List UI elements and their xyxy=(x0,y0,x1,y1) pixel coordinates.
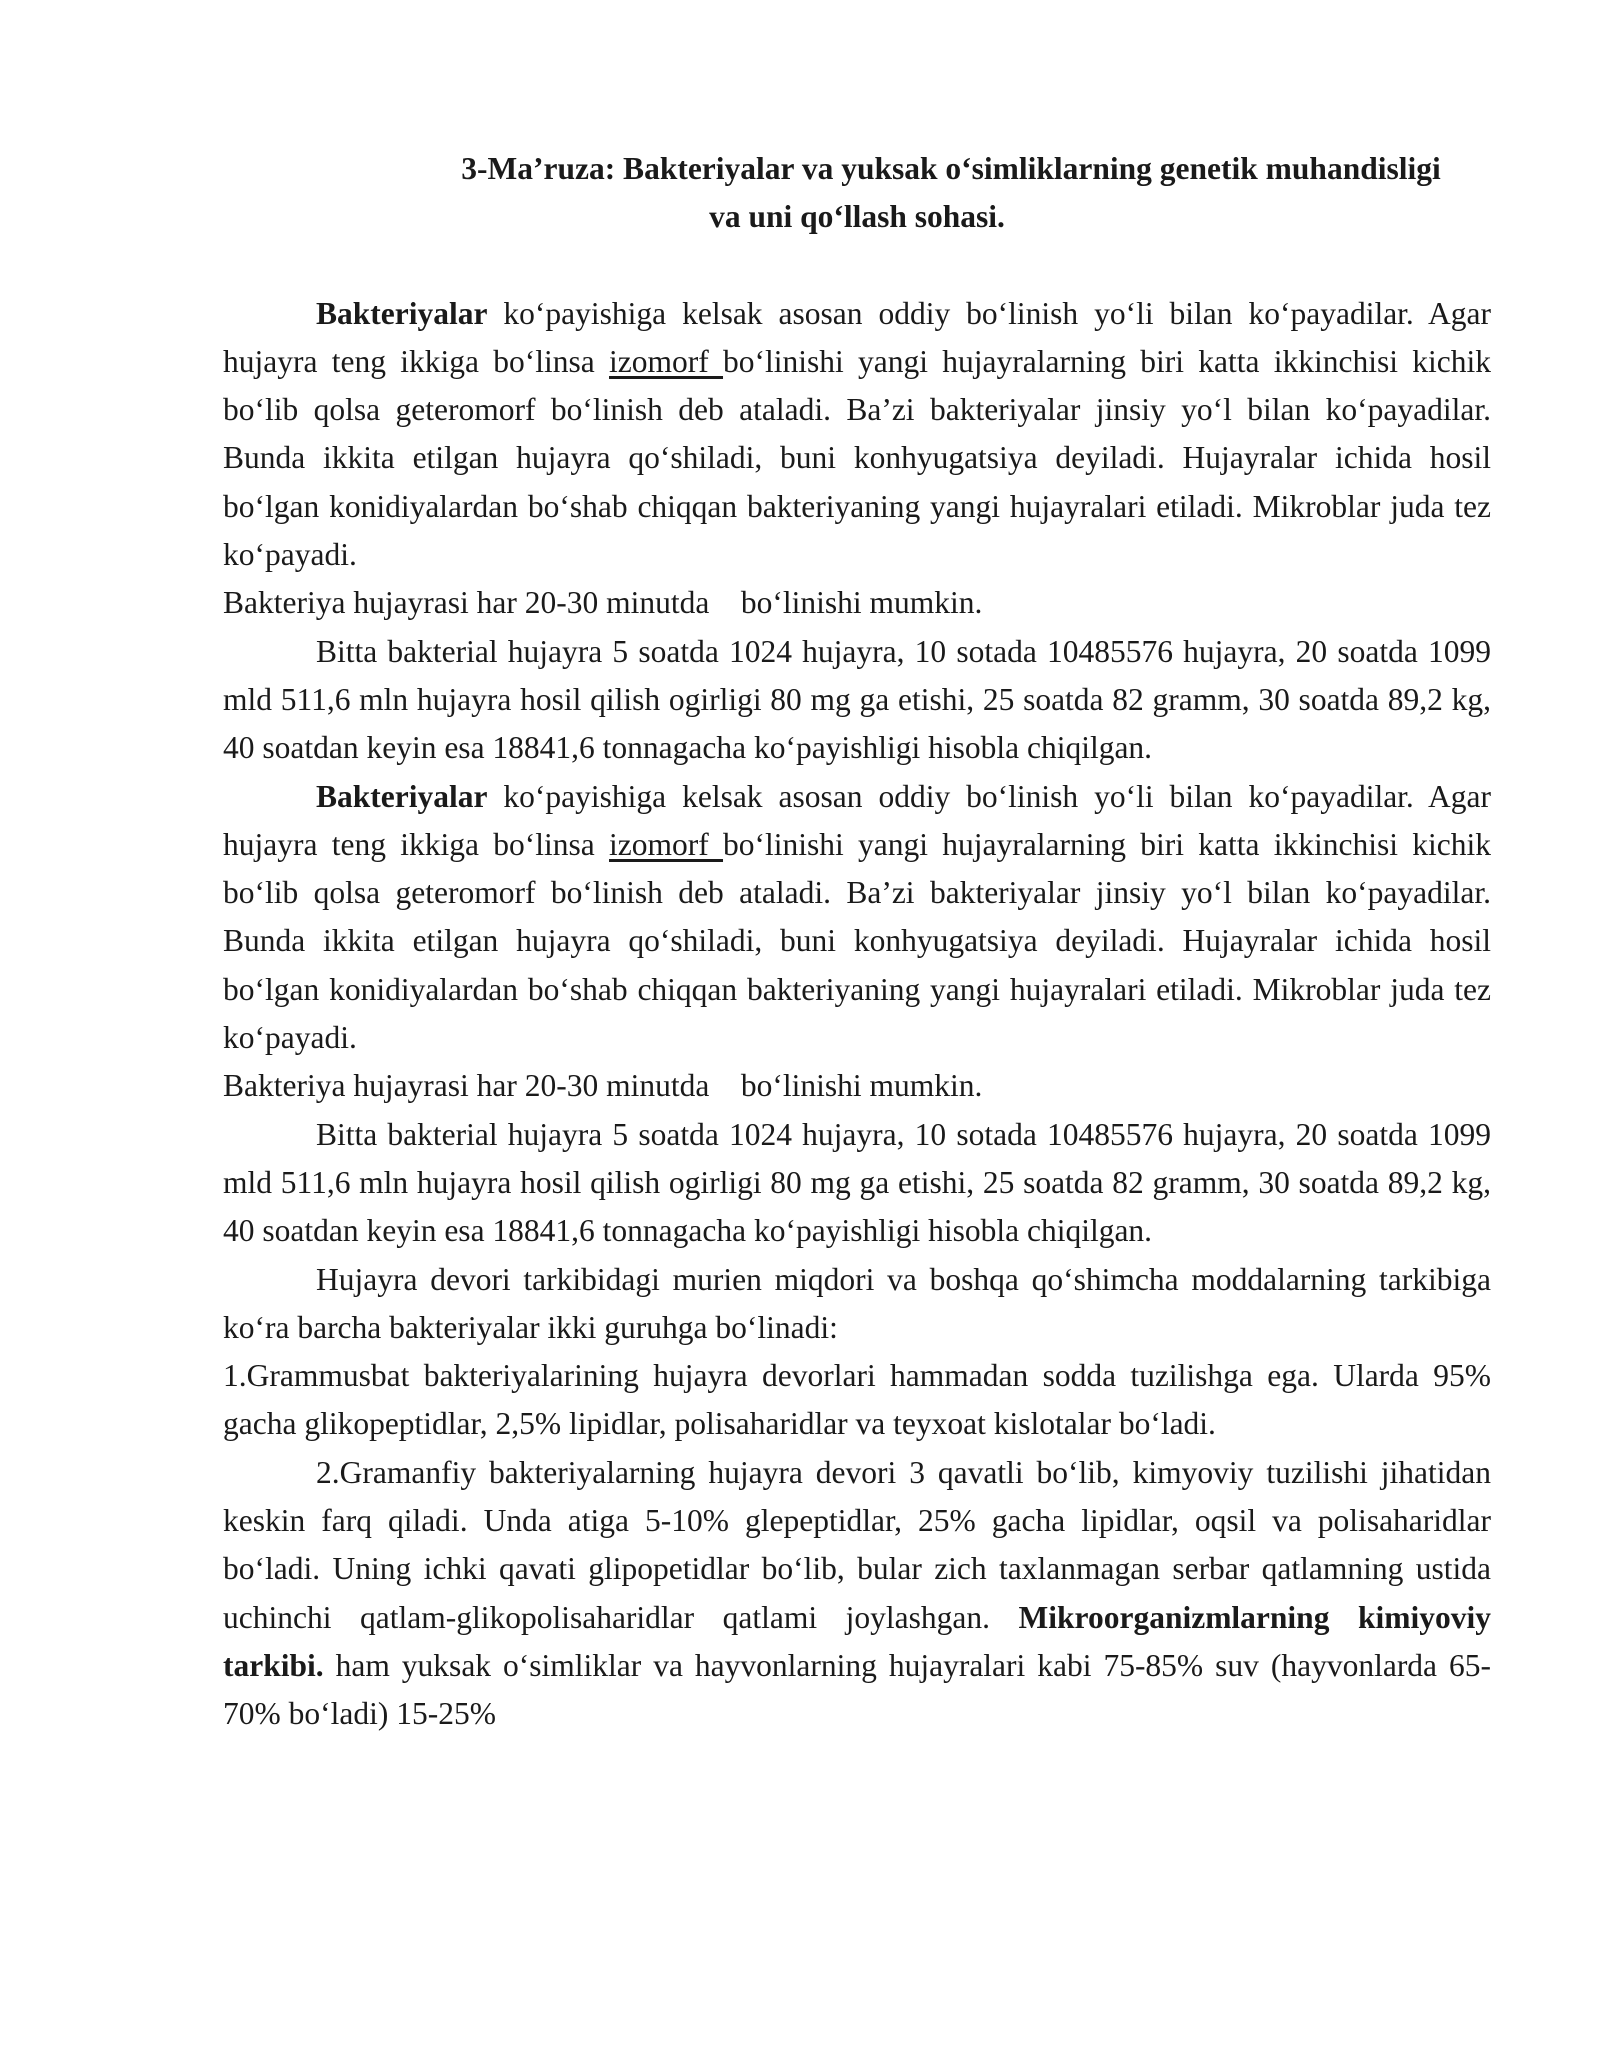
document-page xyxy=(223,145,1491,1739)
paragraph-gram-positive: 1.Grammusbat bakteriyalarining hujayra devorlari hammadan sodda tuzilishga ega. Ularda 95% gacha glikopeptidlar, 2,5% lipidlar, polisaharidlar va teyxoat kislotalar bo‘ladi. xyxy=(223,1358,1491,1442)
paragraph-gram-negative xyxy=(223,1449,1491,1739)
paragraph-text: bo‘linishi yangi hujayralarning biri katta ikkinchisi kichik bo‘lib qolsa geteromorf bo‘linish deb ataladi. Ba’zi bakteriyalar jinsiy yo‘l bilan ko‘payadilar. Bunda ikkita etilgan hujayra qo‘shiladi, buni konhyugatsiya deyiladi. Hujayralar ichida hosil bo‘lgan konidiyalardan bo‘shab chiqqan bakteriyaning yangi hujayralari etiladi. Mikroblar juda tez ko‘payadi. xyxy=(223,826,1492,1056)
paragraph-growth-calculation: Bitta bakterial hujayra 5 soatda 1024 hujayra, 10 sotada 10485576 hujayra, 20 soatda 1099 mld 511,6 mln hujayra hosil qilish ogirligi 80 mg ga etishi, 25 soatda 82 gramm, 30 soatda 89,2 kg, 40 soatdan keyin esa 18841,6 tonnagacha ko‘payishligi hisobla chiqilgan. xyxy=(223,633,1491,766)
bold-lead-term: Bakteriyalar xyxy=(316,295,488,331)
bold-lead-term: Bakteriyalar xyxy=(316,778,488,814)
paragraph-text: 2.Gramanfiy bakteriyalarning hujayra devori 3 qavatli bo‘lib, kimyoviy tuzilishi jihatidan keskin farq qiladi. Unda atiga 5-10% glepeptidlar, 25% gacha lipidlar, oqsil va polisaharidlar bo‘ladi. Uning ichki qavati glipopetidlar bo‘lib, bular zich taxlanmagan serbar qatlamning ustida uchinchi qatlam-glikopolisaharidlar qatlami joylashgan. xyxy=(223,1454,1491,1635)
paragraph-cell-wall-groups: Hujayra devori tarkibidagi murien miqdori va boshqa qo‘shimcha moddalarning tarkibiga ko‘ra barcha bakteriyalar ikki guruhga bo‘linadi: xyxy=(223,1261,1491,1345)
paragraph-text: ham yuksak o‘simliklar va hayvonlarning hujayralari kabi 75-85% suv (hayvonlarda 65-70% bo‘ladi) 15-25% xyxy=(223,1647,1491,1732)
bold-inline-heading: Mikroorganizmlarning kimiyoviy tarkibi. xyxy=(223,1599,1491,1683)
title-spacer xyxy=(223,242,1491,290)
lecture-title-line2: va uni qo‘llash sohasi. xyxy=(709,199,1005,235)
paragraph-last-line: Bakteriya hujayrasi har 20-30 minutda bo‘linishi mumkin. xyxy=(223,1068,983,1104)
paragraph-last-line: Bakteriya hujayrasi har 20-30 minutda bo‘linishi mumkin. xyxy=(223,585,983,621)
paragraph-growth-calculation-repeat: Bitta bakterial hujayra 5 soatda 1024 hujayra, 10 sotada 10485576 hujayra, 20 soatda 1099 mld 511,6 mln hujayra hosil qilish ogirligi 80 mg ga etishi, 25 soatda 82 gramm, 30 soatda 89,2 kg, 40 soatdan keyin esa 18841,6 tonnagacha ko‘payishligi hisobla chiqilgan. xyxy=(223,1116,1491,1249)
paragraph-bacteria-reproduction-repeat xyxy=(223,773,1491,1111)
lecture-title-line1: 3-Ma’ruza: Bakteriyalar va yuksak o‘simliklarning genetik muhandisligi xyxy=(461,151,1441,186)
paragraph-text: ko‘payishiga kelsak asosan oddiy bo‘linish yo‘li bilan ko‘payadilar. Agar hujayra teng ikkiga bo‘linsa xyxy=(223,295,1491,379)
paragraph-bacteria-reproduction xyxy=(223,290,1491,628)
underlined-term: izomorf xyxy=(609,826,724,862)
underlined-term: izomorf xyxy=(609,343,724,379)
paragraph-text: bo‘linishi yangi hujayralarning biri katta ikkinchisi kichik bo‘lib qolsa geteromorf bo‘linish deb ataladi. Ba’zi bakteriyalar jinsiy yo‘l bilan ko‘payadilar. Bunda ikkita etilgan hujayra qo‘shiladi, buni konhyugatsiya deyiladi. Hujayralar ichida hosil bo‘lgan konidiyalardan bo‘shab chiqqan bakteriyaning yangi hujayralari etiladi. Mikroblar juda tez ko‘payadi. xyxy=(223,343,1492,573)
paragraph-text: ko‘payishiga kelsak asosan oddiy bo‘linish yo‘li bilan ko‘payadilar. Agar hujayra teng ikkiga bo‘linsa xyxy=(223,778,1491,862)
